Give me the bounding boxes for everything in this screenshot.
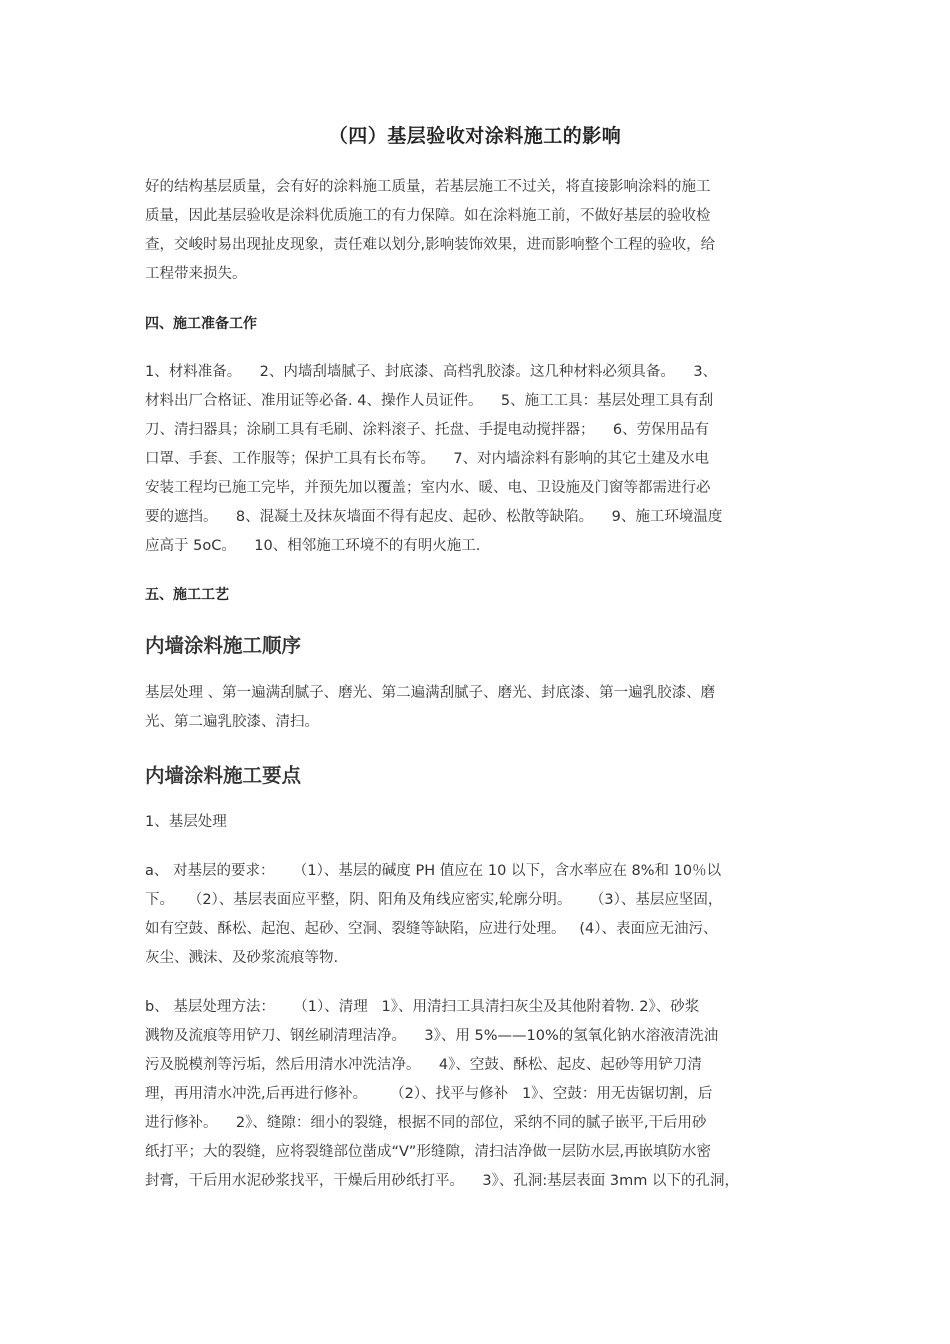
paragraph-line: 口罩、手套、工作服等；保护工具有长布等。 7、对内墙涂料有影响的其它土建及水电 xyxy=(145,451,710,467)
paragraph-line: 刀、清扫器具；涂刷工具有毛刷、涂料滚子、托盘、手提电动搅拌器； 6、劳保用品有 xyxy=(145,422,710,438)
order-paragraph xyxy=(145,679,817,737)
paragraph-line: 理，再用清水冲洗,后再进行修补。 （2）、找平与修补 1》、空鼓：用无齿锯切割，后 xyxy=(145,1086,713,1102)
paragraph-line: 要的遮挡。 8、混凝土及抹灰墙面不得有起皮、起砂、松散等缺陷。 9、施工环境温度 xyxy=(145,509,723,525)
paragraph-line: 基层处理 、第一遍满刮腻子、磨光、第二遍满刮腻子、磨光、封底漆、第一遍乳胶漆、磨 xyxy=(145,685,716,701)
base-treatment-method-paragraph xyxy=(145,993,817,1196)
intro-paragraph xyxy=(145,173,817,289)
paragraph-line: 封膏，干后用水泥砂浆找平，干燥后用砂纸打平。 3》、孔洞:基层表面 3mm 以下的孔洞， xyxy=(145,1173,739,1189)
preparation-paragraph xyxy=(145,358,817,561)
section-heading-process: 五、施工工艺 xyxy=(145,587,229,603)
paragraph-line: 应高于 5oC。 10、相邻施工环境不的有明火施工. xyxy=(145,538,481,554)
paragraph-line: 质量，因此基层验收是涂料优质施工的有力保障。如在涂料施工前，不做好基层的验收检 xyxy=(145,208,711,224)
subheading-order: 内墙涂料施工顺序 xyxy=(145,634,302,657)
paragraph-line: 如有空鼓、酥松、起泡、起砂、空洞、裂缝等缺陷，应进行处理。 (4）、表面应无油污、 xyxy=(145,921,718,937)
paragraph-line: 安装工程均已施工完毕，并预先加以覆盖；室内水、暖、电、卫设施及门窗等都需进行必 xyxy=(145,480,711,496)
paragraph-line: 查，交峻时易出现扯皮现象，责任难以划分,影响装饰效果，进而影响整个工程的验收，给 xyxy=(145,237,716,253)
paragraph-line: 1、基层处理 xyxy=(145,814,227,830)
paragraph-line: 好的结构基层质量，会有好的涂料施工质量，若基层施工不过关，将直接影响涂料的施工 xyxy=(145,179,711,195)
paragraph-line: 进行修补。 2》、缝隙：细小的裂缝，根据不同的部位，采纳不同的腻子嵌平,干后用砂 xyxy=(145,1115,707,1131)
paragraph-line: 溅物及流痕等用铲刀、钢丝刷清理洁净。 3》、用 5%——10%的氢氧化钠水溶液清洗油 xyxy=(145,1028,719,1044)
paragraph-line: 光、第二遍乳胶漆、清扫。 xyxy=(145,714,319,730)
paragraph-line: 下。 （2）、基层表面应平整，阴、阳角及角线应密实,轮廓分明。 （3）、基层应坚固， xyxy=(145,892,723,908)
subheading-key-points: 内墙涂料施工要点 xyxy=(145,764,302,787)
paragraph-line: 材料出厂合格证、准用证等必备. 4、操作人员证件。 5、施工工具：基层处理工具有刮 xyxy=(145,393,714,409)
paragraph-line: 工程带来损失。 xyxy=(145,266,247,282)
paragraph-line: a、 对基层的要求： （1）、基层的碱度 PH 值应在 10 以下，含水率应在 8%和 10％以 xyxy=(145,863,722,879)
paragraph-line: 1、材料准备。 2、内墙刮墙腻子、封底漆、高档乳胶漆。这几种材料必须具备。 3、 xyxy=(145,364,718,380)
paragraph-line: 纸打平；大的裂缝，应将裂缝部位凿成“V”形缝隙，清扫洁净做一层防水层,再嵌填防水密 xyxy=(145,1144,712,1160)
paragraph-line: 污及脱模剂等污垢，然后用清水冲洗洁净。 4》、空鼓、酥松、起皮、起砂等用铲刀清 xyxy=(145,1057,702,1073)
paragraph-line: 灰尘、溅沫、及砂浆流痕等物. xyxy=(145,950,339,966)
paragraph-line: b、 基层处理方法： （1）、清理 1》、用清扫工具清扫灰尘及其他附着物. 2》、砂浆 xyxy=(145,999,700,1015)
item-heading-base-treatment xyxy=(145,808,817,837)
base-requirements-paragraph xyxy=(145,857,817,973)
section-heading-preparation: 四、施工准备工作 xyxy=(145,316,257,332)
page-title: （四）基层验收对涂料施工的影响 xyxy=(328,125,622,147)
